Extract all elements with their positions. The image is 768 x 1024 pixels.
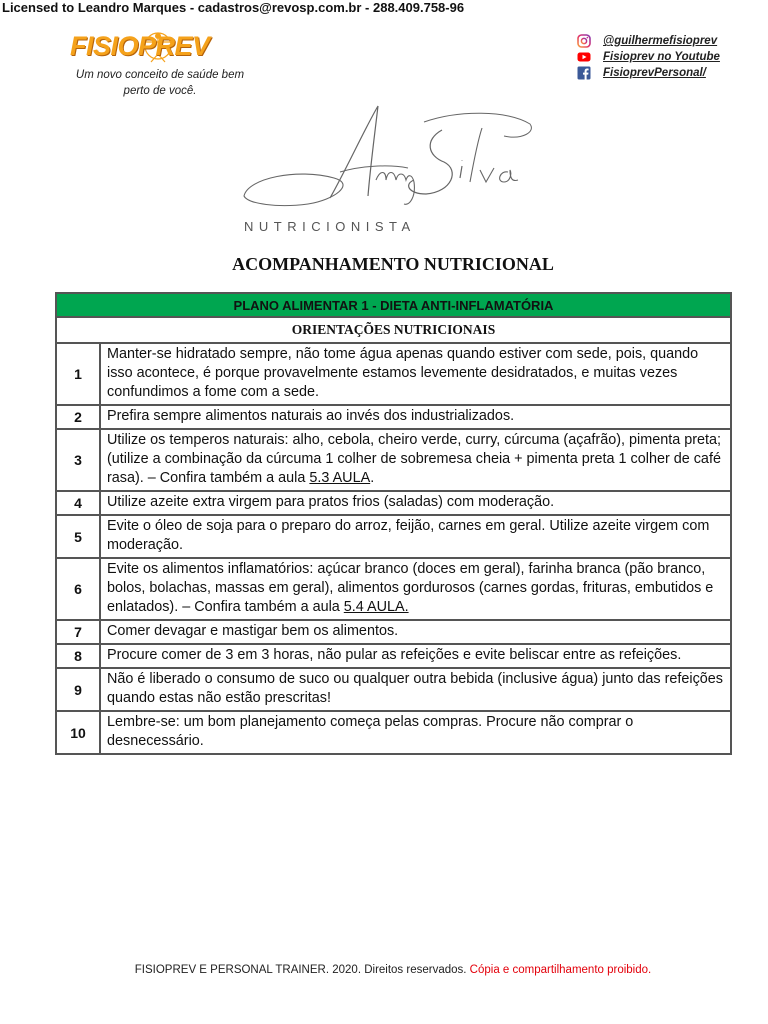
item-text: Procure comer de 3 em 3 horas, não pular as refeições e evite beliscar entre as refeições. [100,644,731,668]
table-row [56,343,731,405]
item-text: Prefira sempre alimentos naturais ao invés dos industrializados. [100,405,731,429]
item-number: 9 [56,668,100,711]
item-number: 5 [56,515,100,558]
item-text-end: . [370,470,375,486]
logo-text: FISIOPREV [70,31,210,61]
item-number: 2 [56,405,100,429]
social-label: FisioprevPersonal/ [603,67,706,79]
item-text: Evite o óleo de soja para o preparo do arroz, feijão, carnes em geral. Utilize azeite virgem com moderação. [100,515,731,558]
tagline [60,67,260,99]
item-text: Lembre-se: um bom planejamento começa pelas compras. Procure não comprar o desnecessário. [100,711,731,754]
table-row [56,405,731,429]
nutrition-plan-table [55,292,732,755]
footer [0,964,768,976]
table-row [56,491,731,515]
social-label: Fisioprev no Youtube [603,51,720,63]
tagline-line-2: perto de você. [123,85,197,97]
social-link-youtube[interactable] [577,49,720,65]
footer-warning: Cópia e compartilhamento proibido. [469,964,652,976]
table-row [56,620,731,644]
instagram-icon [577,34,591,48]
item-text-cell [100,558,731,620]
item-number: 1 [56,343,100,405]
table-row [56,515,731,558]
social-link-instagram[interactable] [577,33,720,49]
plan-header-row [56,293,731,317]
item-number: 4 [56,491,100,515]
plan-title: PLANO ALIMENTAR 1 - DIETA ANTI-INFLAMATÓRIA [56,293,731,317]
item-text: Não é liberado o consumo de suco ou qualquer outra bebida (inclusive água) junto das refeições quando estas não estão prescritas! [100,668,731,711]
table-row [56,429,731,491]
footer-copyright: FISIOPREV E PERSONAL TRAINER. 2020. Direitos reservados. [134,964,470,976]
item-text: Manter-se hidratado sempre, não tome água apenas quando estiver com sede, pois, quando isso acontece, é porque provavelmente estamos levemente desidratados, e muitas vezes confundimos a fome com a sede. [100,343,731,405]
page-title: ACOMPANHAMENTO NUTRICIONAL [232,254,554,274]
social-links [577,33,720,81]
item-number: 8 [56,644,100,668]
table-row [56,644,731,668]
plan-subheader-row [56,317,731,343]
signature-role: NUTRICIONISTA [244,219,416,234]
table-row [56,668,731,711]
lesson-link[interactable]: 5.4 AULA. [343,599,409,615]
social-link-facebook[interactable] [577,65,720,81]
table-row [56,558,731,620]
item-text: Utilize os temperos naturais: alho, cebola, cheiro verde, curry, cúrcuma (açafrão), pimenta preta; (utilize a combinação da cúrcuma 1 colher de sobremesa cheia + pimenta preta 1 colher de café rasa). – Confira também a aula [107,432,722,486]
item-number: 6 [56,558,100,620]
signature-anny-silva [238,100,538,220]
item-number: 7 [56,620,100,644]
item-text: Utilize azeite extra virgem para pratos frios (saladas) com moderação. [100,491,731,515]
fisioprev-logo [70,30,250,66]
item-text-cell [100,429,731,491]
social-label: @guilhermefisioprev [603,35,718,47]
item-text: Comer devagar e mastigar bem os alimentos. [100,620,731,644]
table-row [56,711,731,754]
item-text: Evite os alimentos inflamatórios: açúcar branco (doces em geral), farinha branca (pão branco, bolos, bolachas, massas em geral), alimentos gordurosos (carnes gordas, frituras, embutidos e enlatados). – Confira também a aula [107,561,714,615]
item-number: 3 [56,429,100,491]
lesson-link[interactable]: 5.3 AULA [309,470,371,486]
tagline-line-1: Um novo conceito de saúde bem [75,69,245,81]
facebook-icon [577,66,591,80]
item-number: 10 [56,711,100,754]
plan-subtitle: ORIENTAÇÕES NUTRICIONAIS [56,317,731,343]
youtube-icon [577,50,591,64]
license-line: Licensed to Leandro Marques - cadastros@revosp.com.br - 288.409.758-96 [2,0,465,15]
